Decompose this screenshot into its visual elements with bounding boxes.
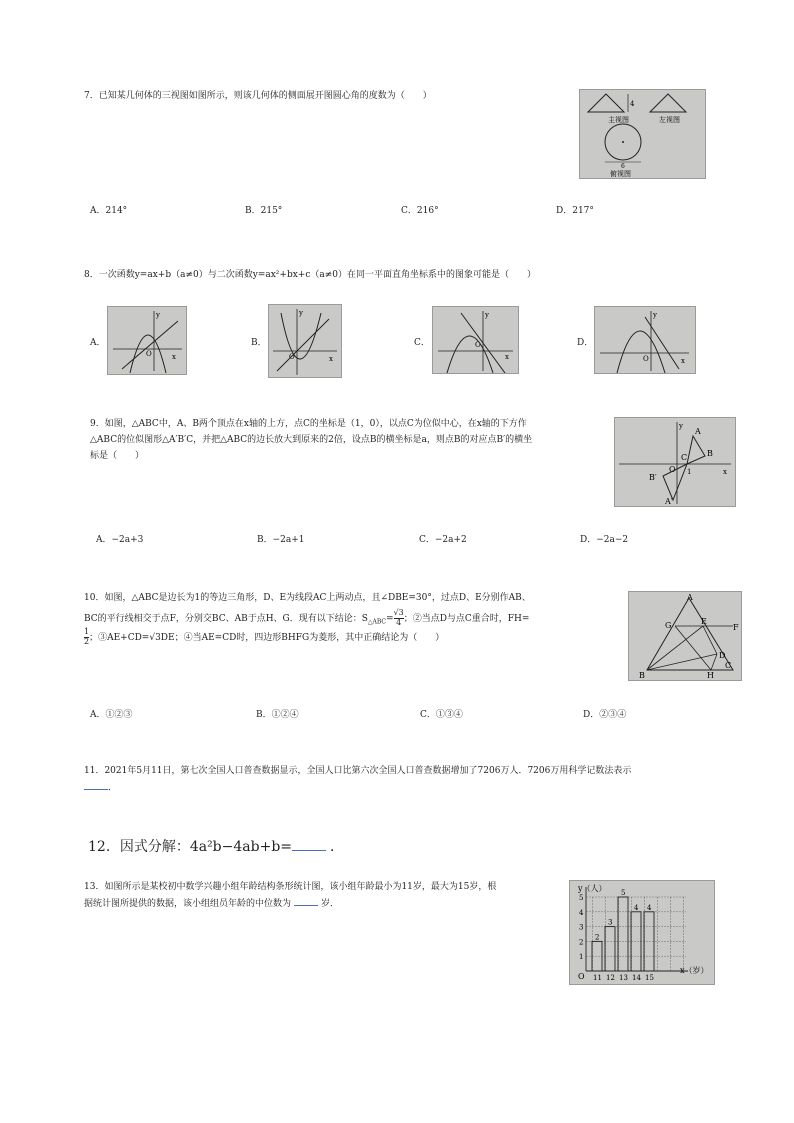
bar-value-label: 4 xyxy=(634,903,639,912)
svg-text:6: 6 xyxy=(621,163,625,170)
x-tick-label: 13 xyxy=(619,974,628,982)
svg-text:E: E xyxy=(701,617,707,626)
q10-fraction-sqrt3-4: $\frac{√3}{4}$ xyxy=(393,607,404,627)
svg-text:F: F xyxy=(733,623,739,632)
svg-text:C: C xyxy=(725,661,732,670)
svg-text:A: A xyxy=(687,593,693,602)
q7-figure xyxy=(579,89,706,179)
q7-option-d: D．217° xyxy=(556,206,594,216)
q7-option-a: A．214° xyxy=(90,206,128,216)
origin-label: O xyxy=(578,972,585,981)
y-tick-label: 3 xyxy=(579,923,584,932)
q10-line-1: 10．如图，△ABC是边长为1的等边三角形，D、E为线段AC上两动点，且∠DBE=30°，过点D、E分别作AB、 xyxy=(84,593,531,603)
svg-text:y: y xyxy=(485,311,489,319)
svg-text:B′: B′ xyxy=(649,473,657,482)
q10-fraction-1-2: $\frac{1}{2}$ xyxy=(84,626,90,646)
y-tick-label: 1 xyxy=(579,953,584,962)
q9-line-1: 9．如图，△ABC中，A、B两个顶点在x轴的上方，点C的坐标是（1，0），以点C为位似中心，在x轴的下方作 xyxy=(90,419,527,429)
bar-value-label: 2 xyxy=(595,933,600,942)
q11-stem xyxy=(84,764,724,797)
q13-stem xyxy=(84,880,564,913)
q9-figure xyxy=(614,417,736,507)
top-view-label: 俯视图 xyxy=(610,170,631,178)
q10-line-3: $\frac{1}{2}$ ；③AE+CD=√3DE；④当AE=CD时，四边形BHFG为菱形，其中正确结论为（ ） xyxy=(84,626,445,646)
q9-stem xyxy=(90,417,612,464)
y-axis-label: y（人） xyxy=(578,884,607,893)
q13-line-2: 据统计图所提供的数据，该小组组员年龄的中位数为 岁． xyxy=(84,896,564,913)
q13-chart-svg xyxy=(570,881,714,984)
q7-three-views xyxy=(580,90,705,178)
q11-line-2: ． xyxy=(84,780,724,797)
svg-text:G: G xyxy=(665,621,672,630)
q10-option-d: D．②③④ xyxy=(583,710,627,720)
q13-bar-chart xyxy=(569,880,715,985)
svg-text:C: C xyxy=(681,453,688,462)
y-tick-label: 4 xyxy=(579,908,584,917)
svg-text:y: y xyxy=(679,422,683,430)
q9-line-3: 标是（ ） xyxy=(90,450,145,461)
q11-line-1: 11．2021年5月11日，第七次全国人口普查数据显示，全国人口比第六次全国人口普查数据增加了7206万人．7206万用科学记数法表示 xyxy=(84,766,632,776)
q10-option-a: A．①②③ xyxy=(90,710,133,720)
front-view-label: 主视图 xyxy=(608,116,629,124)
svg-text:x: x xyxy=(681,357,685,365)
q8-option-a-letter: A． xyxy=(90,338,106,348)
svg-text:y: y xyxy=(299,309,303,317)
bar-value-label: 5 xyxy=(621,889,626,897)
svg-text:O: O xyxy=(146,350,152,358)
svg-text:x: x xyxy=(723,468,727,476)
q7-stem: 7．已知某几何体的三视图如图所示，则该几何体的侧面展开图圆心角的度数为（ ） xyxy=(84,91,432,101)
q7-option-c: C．216° xyxy=(401,206,439,216)
svg-text:B: B xyxy=(707,449,713,458)
y-tick-label: 2 xyxy=(579,938,584,947)
svg-text:1: 1 xyxy=(687,468,692,476)
q8-graph-c xyxy=(432,306,519,374)
q7-option-b: B．215° xyxy=(245,206,283,216)
svg-text:y: y xyxy=(156,311,160,319)
left-view-label: 左视图 xyxy=(659,116,680,124)
q8-graph-b xyxy=(268,304,342,378)
svg-text:A′: A′ xyxy=(665,497,673,506)
q12-stem: 12．因式分解：4a²b−4ab+b= ． xyxy=(88,839,345,855)
x-axis-label: x（岁） xyxy=(680,966,709,975)
svg-text:O: O xyxy=(643,355,649,363)
svg-text:O: O xyxy=(289,353,295,361)
x-tick-label: 15 xyxy=(645,974,654,982)
y-tick-label: 5 xyxy=(579,894,584,902)
q9-line-2: △ABC的位似图形△A′B′C，并把△ABC的边长放大到原来的2倍，设点B的横坐标是a，则点B的对应点B′的横坐 xyxy=(90,434,533,445)
bar-value-label: 3 xyxy=(608,918,613,927)
svg-text:B: B xyxy=(639,671,645,680)
q10-option-b: B．①②④ xyxy=(256,710,299,720)
q8-graph-a xyxy=(107,306,187,375)
q9-option-a: A．−2a+3 xyxy=(96,535,144,545)
x-tick-label: 14 xyxy=(632,974,641,982)
svg-text:O: O xyxy=(475,341,481,349)
q9-option-d: D．−2a−2 xyxy=(580,535,629,545)
q10-stem xyxy=(84,591,624,646)
svg-text:H: H xyxy=(707,671,714,680)
svg-text:4: 4 xyxy=(630,100,635,108)
x-tick-label: 11 xyxy=(593,974,602,982)
q8-option-c-letter: C． xyxy=(414,338,430,348)
svg-text:O: O xyxy=(669,465,676,474)
bar-value-label: 4 xyxy=(647,903,652,912)
q9-option-b: B．−2a+1 xyxy=(257,535,305,545)
q13-answer-blank[interactable] xyxy=(294,896,318,906)
svg-text:x: x xyxy=(172,353,176,361)
q8-option-d-letter: D． xyxy=(577,338,594,348)
svg-text:D: D xyxy=(719,651,726,660)
q8-graph-d xyxy=(594,306,696,374)
q12-answer-blank[interactable] xyxy=(292,838,326,851)
svg-text:y: y xyxy=(653,311,657,319)
q8-option-b-letter: B． xyxy=(251,338,267,348)
bar-age-13 xyxy=(618,897,628,971)
q10-line-2: BC的平行线相交于点F，分别交BC、AB于点H、G．现有以下结论：$S_{\triangle ABC}=$ $\frac{√3}{4}$ ；②当点D与点C重合时，FH= xyxy=(84,607,530,627)
svg-text:A: A xyxy=(695,427,701,436)
q11-answer-blank[interactable] xyxy=(84,780,108,790)
svg-text:x: x xyxy=(505,353,509,361)
q10-figure xyxy=(628,591,742,681)
q10-option-c: C．①③④ xyxy=(420,710,463,720)
x-tick-label: 12 xyxy=(606,974,615,982)
svg-text:x: x xyxy=(329,355,333,363)
bar-age-12 xyxy=(605,927,615,971)
q8-stem: 8．一次函数y=ax+b（a≠0）与二次函数y=ax²+bx+c（a≠0）在同一平面直角坐标系中的图象可能是（ ） xyxy=(84,270,536,280)
q13-line-1: 13．如图所示是某校初中数学兴趣小组年龄结构条形统计图，该小组年龄最小为11岁，最大为15岁，根 xyxy=(84,882,497,892)
q9-option-c: C．−2a+2 xyxy=(419,535,467,545)
